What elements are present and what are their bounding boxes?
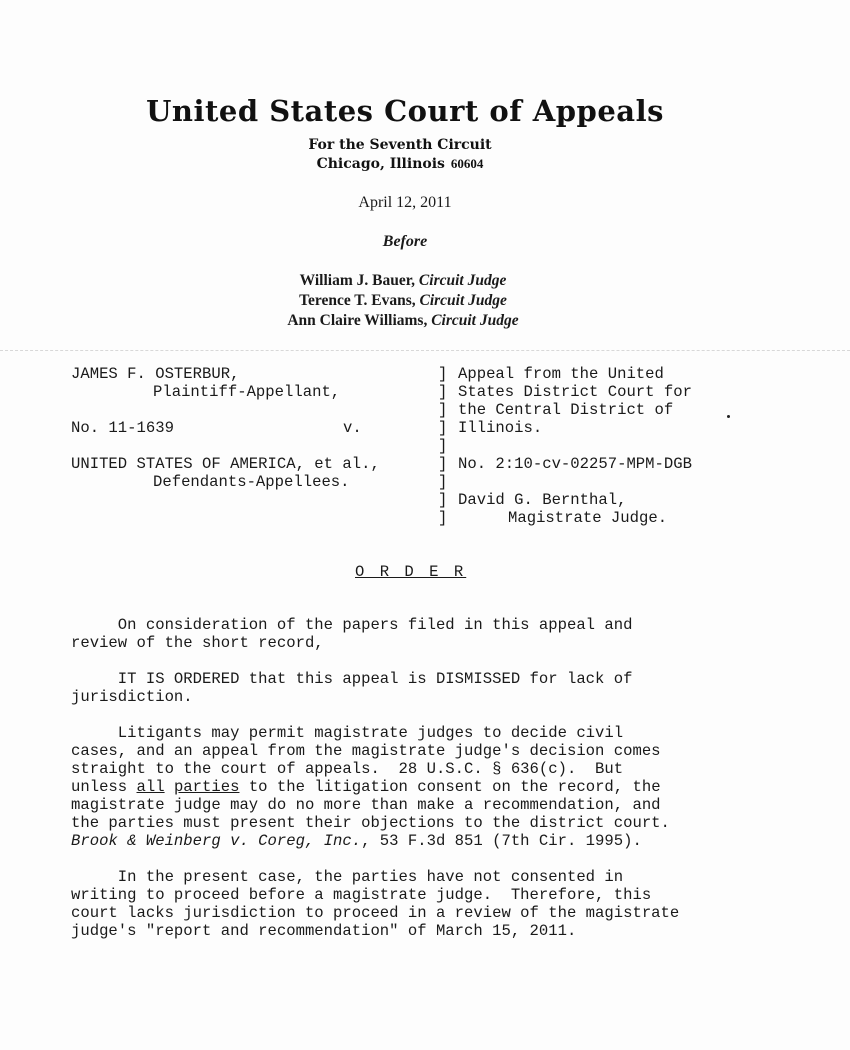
caption-bracket: ] [438, 473, 448, 491]
text-space [165, 778, 174, 796]
district-case-number: No. 2:10-cv-02257-MPM-DGB [458, 455, 692, 473]
appeal-from-line: States District Court for [458, 383, 692, 401]
circuit-line: For the Seventh Circuit [308, 137, 492, 153]
caption-bracket: ] [438, 419, 448, 437]
underlined-parties: parties [173, 778, 240, 796]
judge-title: Circuit Judge [418, 272, 507, 289]
caption-bracket: ] [438, 455, 448, 473]
judge-title: Circuit Judge [419, 292, 507, 309]
caption-bracket: ] [438, 365, 448, 383]
panel-judge-2 [0, 292, 806, 310]
magistrate-judge-title: Magistrate Judge. [508, 509, 668, 527]
city-line [0, 156, 800, 172]
court-name-heading: United States Court of Appeals [146, 94, 664, 128]
text-line-prefix: unless [71, 778, 137, 796]
defendant-role: Defendants-Appellees. [153, 473, 350, 491]
appeal-from-line: Appeal from the United [458, 365, 664, 383]
text-line: the parties must present their objections to the district court. [71, 814, 670, 832]
versus-label: v. [343, 419, 362, 437]
judge-name: Terence T. Evans, [299, 292, 416, 309]
paragraph-no-consent: In the present case, the parties have not consented in writing to proceed before a magistrate judge. Therefore, this court lacks jurisdiction to proceed in a review of the magistrate judge's "report and recommendation" of March 15, 2011. [71, 868, 680, 940]
plaintiff-role: Plaintiff-Appellant, [153, 383, 341, 401]
judge-name: Ann Claire Williams, [287, 312, 428, 329]
text-line: straight to the court of appeals. 28 U.S.C. § 636(c). But [71, 760, 624, 778]
text-line: magistrate judge may do no more than make a recommendation, and [71, 796, 661, 814]
caption-bracket: ] [438, 491, 448, 509]
caption-bracket: ] [438, 383, 448, 401]
panel-judge-1 [0, 272, 806, 290]
caption-bracket: ] [438, 401, 448, 419]
order-heading: O R D E R [355, 563, 467, 581]
scan-fold-line [0, 350, 850, 351]
text-line: cases, and an appeal from the magistrate judge's decision comes [71, 742, 661, 760]
caption-bracket: ] [438, 437, 448, 455]
underlined-all: all [136, 778, 165, 796]
citation-details: , 53 F.3d 851 (7th Cir. 1995). [361, 832, 642, 850]
case-number: No. 11-1639 [71, 419, 174, 437]
judge-title: Circuit Judge [431, 312, 519, 329]
text-line-suffix: to the litigation consent on the record, the [239, 778, 661, 796]
case-citation: Brook & Weinberg v. Coreg, Inc. [71, 832, 362, 850]
city-text: Chicago, Illinois [316, 156, 445, 172]
plaintiff-name: JAMES F. OSTERBUR, [71, 365, 240, 383]
before-label: Before [382, 233, 428, 250]
appeal-from-line: Illinois. [458, 419, 543, 437]
paragraph-dismissed: IT IS ORDERED that this appeal is DISMISSED for lack of jurisdiction. [71, 670, 633, 706]
text-line: Litigants may permit magistrate judges to decide civil [71, 724, 624, 742]
paragraph-magistrate-rule [71, 724, 771, 850]
appeal-from-line: the Central District of [458, 401, 674, 419]
order-date: April 12, 2011 [358, 194, 452, 211]
zip-code: 60604 [450, 156, 484, 171]
paragraph-consideration: On consideration of the papers filed in this appeal and review of the short record, [71, 616, 633, 652]
magistrate-judge-name: David G. Bernthal, [458, 491, 627, 509]
judge-name: William J. Bauer, [299, 272, 416, 289]
defendant-name: UNITED STATES OF AMERICA, et al., [71, 455, 380, 473]
scan-speck [727, 415, 730, 418]
caption-bracket: ] [438, 509, 448, 527]
panel-judge-3 [0, 312, 806, 330]
